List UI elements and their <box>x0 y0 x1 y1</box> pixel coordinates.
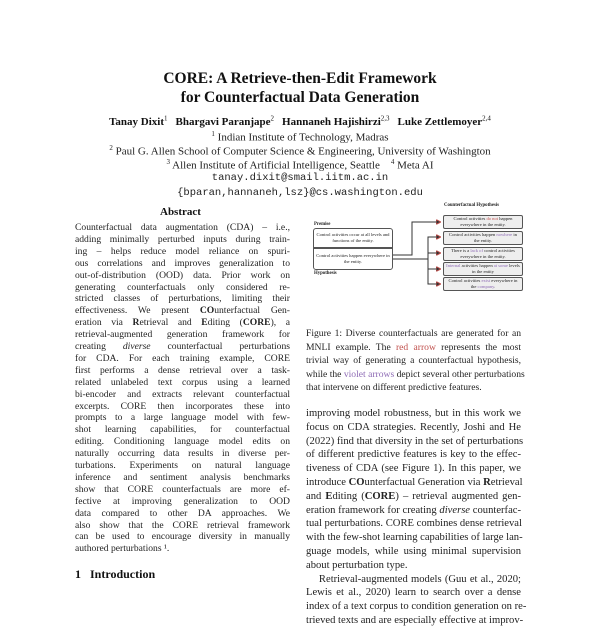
text-run: authored perturbations ¹. <box>75 543 170 555</box>
counterfactual-hypothesis-box <box>443 215 523 229</box>
author <box>109 116 167 128</box>
text-run: happen everywhere in the entity. <box>460 216 513 227</box>
author-name: Tanay Dixit <box>109 115 165 128</box>
text-run: improving model robustness, but in this work we <box>306 408 521 419</box>
text-line <box>75 329 290 341</box>
text-run: (2022) find that diversity in the set of perturbations <box>306 435 524 447</box>
violet-text: Internal <box>446 263 461 269</box>
text-run: fective at improving generalization to OOD <box>75 495 290 507</box>
text-line <box>306 615 524 627</box>
text-line <box>75 484 290 496</box>
bold-text: CO <box>199 305 215 317</box>
text-run: for CDA. For each training example, CORE <box>75 352 290 364</box>
counterfactual-hypothesis-box <box>443 277 523 291</box>
text-line <box>75 472 290 484</box>
counterfactual-text <box>446 278 520 290</box>
text-line <box>75 222 290 234</box>
hypothesis-box: Control activities happen everywhere in the entity. <box>313 248 393 270</box>
text-line <box>306 546 521 558</box>
text-line <box>75 305 290 317</box>
arrow-violet <box>393 237 440 259</box>
text-line <box>75 508 290 520</box>
text-run: tual perturbations. CORE combines dense retrieval <box>306 518 522 530</box>
text-run: first performs a dense retrieval over a task- <box>75 364 290 376</box>
text-run: trieved texts and are especially effective at improv- <box>306 615 524 626</box>
text-run: eration framework for creating <box>306 504 440 516</box>
text-run: generating counterfactuals only considered re- <box>75 281 290 293</box>
text-run: etrieval and <box>139 317 202 329</box>
affiliation-1 <box>0 130 600 144</box>
text-run: Retrieval-augmented models (Guu et al., 2020; <box>306 573 521 585</box>
text-line <box>306 408 521 420</box>
text-line <box>75 448 290 460</box>
bold-text: R <box>483 477 491 488</box>
violet-text: violet arrows <box>343 368 395 380</box>
text-run: bi-encoder and extracts relevant counterfactual <box>75 388 290 400</box>
text-line <box>306 587 521 599</box>
text-run: MNLI example. The <box>306 341 396 353</box>
author <box>176 116 275 128</box>
text-run: data compared to other DA approaches. We <box>75 507 290 519</box>
text-line <box>306 342 521 354</box>
affiliation-text: Paul G. Allen School of Computer Science & Engineering, University of Washington <box>115 145 491 158</box>
text-run: turbations. Experiments on natural language <box>75 460 290 471</box>
red-text: do not <box>486 216 499 222</box>
affiliation-sup: 3 <box>166 158 170 166</box>
author-name: Bhargavi Paranjape <box>175 115 271 128</box>
text-run: ) – retrieval augmented gen- <box>395 490 521 502</box>
arrow-violet <box>428 253 440 259</box>
text-run: There is a <box>451 248 471 254</box>
text-run: tiveness of CDA (see Figure 1). In this paper, we <box>306 463 521 475</box>
paper-title-line-2: for Counterfactual Data Generation <box>180 89 420 106</box>
text-run: shot learning capabilities, for counterfactual <box>75 424 290 436</box>
bold-text: CORE <box>242 317 271 329</box>
text-run: ous correlations and improves generalization to <box>75 257 290 269</box>
text-run: related unlabeled text corpus using a learned <box>75 376 290 388</box>
text-run: naturally occurring data results in diverse per- <box>75 448 290 460</box>
text-line <box>75 282 290 294</box>
text-run: Control activities <box>448 278 482 284</box>
text-line <box>75 353 290 365</box>
text-run: index of a text corpus to condition generation on re- <box>306 601 527 613</box>
text-run: represents the most <box>435 341 521 353</box>
text-line <box>75 365 290 377</box>
text-run: eration via <box>75 317 133 329</box>
text-run: activities happen <box>460 263 494 269</box>
text-line <box>306 491 521 503</box>
text-run: Control activities <box>453 216 487 222</box>
text-line <box>75 460 290 472</box>
bold-text: CORE <box>364 490 396 502</box>
text-run: focus on CDA strategies. Recently, Joshi and He <box>306 421 521 433</box>
text-run: control activities everywhere in the entity. <box>460 248 515 259</box>
text-line <box>306 449 521 461</box>
text-run: and <box>306 490 326 502</box>
bold-text: R <box>132 317 140 329</box>
text-run: diting ( <box>207 317 243 329</box>
text-run: out-of-distribution (OOD) data. Prior work on <box>75 269 290 281</box>
text-run: show that CORE counterfactuals are more ef- <box>75 483 290 495</box>
text-run: adding minimally perturbed inputs during train- <box>75 233 290 245</box>
affiliation-2 <box>0 144 600 158</box>
counterfactual-hypothesis-box <box>443 247 523 261</box>
text-line <box>75 531 290 543</box>
text-line <box>75 520 290 532</box>
text-run: effectiveness. We present <box>75 305 200 317</box>
violet-text: at some <box>493 263 508 269</box>
violet-text: nowhere <box>496 232 513 238</box>
text-line <box>306 505 521 517</box>
figure-title: Counterfactual Hypothesis <box>444 203 500 208</box>
counterfactual-text <box>446 232 520 244</box>
author-list <box>0 114 600 128</box>
arrow-violet <box>428 259 440 284</box>
arrow-violet <box>428 259 440 269</box>
text-run: Control activities happen <box>449 232 497 238</box>
text-line <box>75 424 290 436</box>
text-line <box>306 382 521 394</box>
text-line <box>306 368 525 381</box>
text-run: about perturbation type. <box>306 559 408 571</box>
text-line <box>75 377 290 389</box>
text-run: with the few-shot learning capabilities of large lan- <box>306 532 523 544</box>
text-run: counterfactual perturbations <box>150 341 290 352</box>
text-line <box>306 601 527 613</box>
text-line <box>306 355 521 367</box>
author-affiliation-sup: 2 <box>270 114 275 122</box>
email-1: tanay.dixit@smail.iitm.ac.in <box>211 172 389 184</box>
author-affiliation-sup: 2,3 <box>380 114 390 122</box>
text-run: counterfac- <box>470 504 522 516</box>
italic-text: diverse <box>439 504 471 516</box>
text-line <box>306 435 524 448</box>
text-run: depict several other perturbations <box>394 368 525 380</box>
text-line <box>75 234 290 246</box>
text-line <box>75 258 290 270</box>
text-run: . <box>494 284 496 289</box>
bold-text: E <box>325 490 333 502</box>
text-run: ing – helps reduce model reliance on spuri- <box>75 245 290 257</box>
abstract-heading: Abstract <box>160 206 201 218</box>
text-run: creating <box>75 341 123 352</box>
affiliation-text: Indian Institute of Technology, Madras <box>217 131 389 144</box>
text-line <box>75 401 290 413</box>
violet-text: exist <box>481 278 491 284</box>
email-2: {bparan,hannaneh,lsz}@cs.washington.edu <box>177 187 423 199</box>
text-line <box>75 341 290 353</box>
text-line <box>306 532 521 544</box>
author <box>398 116 491 128</box>
text-run: diting ( <box>332 490 365 502</box>
text-run: Lewis et al., 2020) learn to search over a dense <box>306 587 521 599</box>
affiliation-sup: 2 <box>109 144 113 152</box>
affiliation-text: Allen Institute of Artificial Intelligence, Seattle <box>172 159 380 172</box>
text-line <box>306 518 521 530</box>
bold-text: E <box>201 317 208 329</box>
text-line <box>306 422 521 434</box>
affiliation-text: Meta AI <box>397 159 434 172</box>
arrow-red <box>393 222 440 255</box>
text-run: etrieval <box>490 477 523 488</box>
text-line <box>75 496 290 508</box>
text-run: can be used to encourage diversity in manually <box>75 531 290 543</box>
text-run: unterfactual Generation via <box>364 477 484 488</box>
text-run: trivial way of generating a counterfactual hypothesis, <box>306 355 521 367</box>
intro-heading <box>75 567 155 582</box>
text-run: Figure 1: Diverse counterfactuals are generated for an <box>306 328 521 339</box>
counterfactual-text <box>446 216 520 228</box>
affiliation-3-4 <box>0 158 600 172</box>
text-line <box>306 477 521 489</box>
figure-1 <box>300 198 530 303</box>
author-name: Hannaneh Hajishirzi <box>282 115 381 128</box>
text-run: guage models, while using minimal supervision <box>306 546 521 557</box>
text-line <box>75 412 290 424</box>
text-run: excerpts. CORE then incorporates these into <box>75 400 290 412</box>
text-run: prompts to a large language model with few- <box>75 412 290 424</box>
text-run: ), a <box>270 317 290 329</box>
red-text: red arrow <box>395 341 436 353</box>
text-line <box>306 463 521 475</box>
text-run: inference and sentiment analysis benchmarks <box>75 471 290 483</box>
text-run: in the entity. <box>473 232 517 243</box>
text-line <box>306 328 521 340</box>
author-affiliation-sup: 2,4 <box>482 114 491 122</box>
text-line <box>75 317 290 329</box>
paper-title-line-1: CORE: A Retrieve-then-Edit Framework <box>163 70 437 87</box>
text-line <box>75 270 290 282</box>
text-line <box>75 293 290 305</box>
section-title: Introduction <box>90 567 156 581</box>
hypothesis-label: Hypothesis <box>314 271 337 276</box>
text-line <box>75 543 290 555</box>
text-run: editing. Conditioning language model edits on <box>75 436 290 448</box>
counterfactual-text <box>446 248 520 260</box>
section-number: 1 <box>75 567 81 581</box>
text-run: unterfactual Gen- <box>214 305 290 317</box>
text-run: everywhere in the <box>470 278 518 289</box>
text-run: while the <box>306 368 344 380</box>
author <box>282 116 389 128</box>
text-line <box>75 436 290 448</box>
affiliation-sup: 4 <box>390 158 395 166</box>
author-name: Luke Zettlemoyer <box>397 115 483 128</box>
text-run: also show that the CORE retrieval framework <box>75 519 290 531</box>
counterfactual-hypothesis-box <box>443 262 523 276</box>
text-run: of different predictive features is key to the effec- <box>306 449 521 461</box>
text-line <box>75 246 290 258</box>
premise-box: Control activities occur at all levels and functions of the entity. <box>313 228 393 248</box>
author-affiliation-sup: 1 <box>164 114 168 122</box>
text-line <box>306 560 521 572</box>
text-run: levels in the entity <box>472 263 520 274</box>
text-run: that intervene on different predictive features. <box>306 382 482 394</box>
violet-text: lack of <box>470 248 483 254</box>
text-run: Counterfactual data augmentation (CDA) – i.e., <box>75 222 290 233</box>
premise-label: Premise <box>314 222 331 227</box>
bold-text: CO <box>348 477 365 488</box>
counterfactual-text <box>446 263 520 275</box>
text-run: stricted classes of perturbations, limiting their <box>75 293 290 305</box>
text-line <box>75 389 290 401</box>
text-run: introduce <box>306 477 349 488</box>
violet-text: company <box>477 284 495 289</box>
text-run: retrieval-augmented generation framework for <box>75 329 290 341</box>
affiliation-sup: 1 <box>211 130 215 138</box>
counterfactual-hypothesis-box <box>443 231 523 245</box>
text-line <box>306 574 521 586</box>
italic-text: diverse <box>122 341 151 352</box>
